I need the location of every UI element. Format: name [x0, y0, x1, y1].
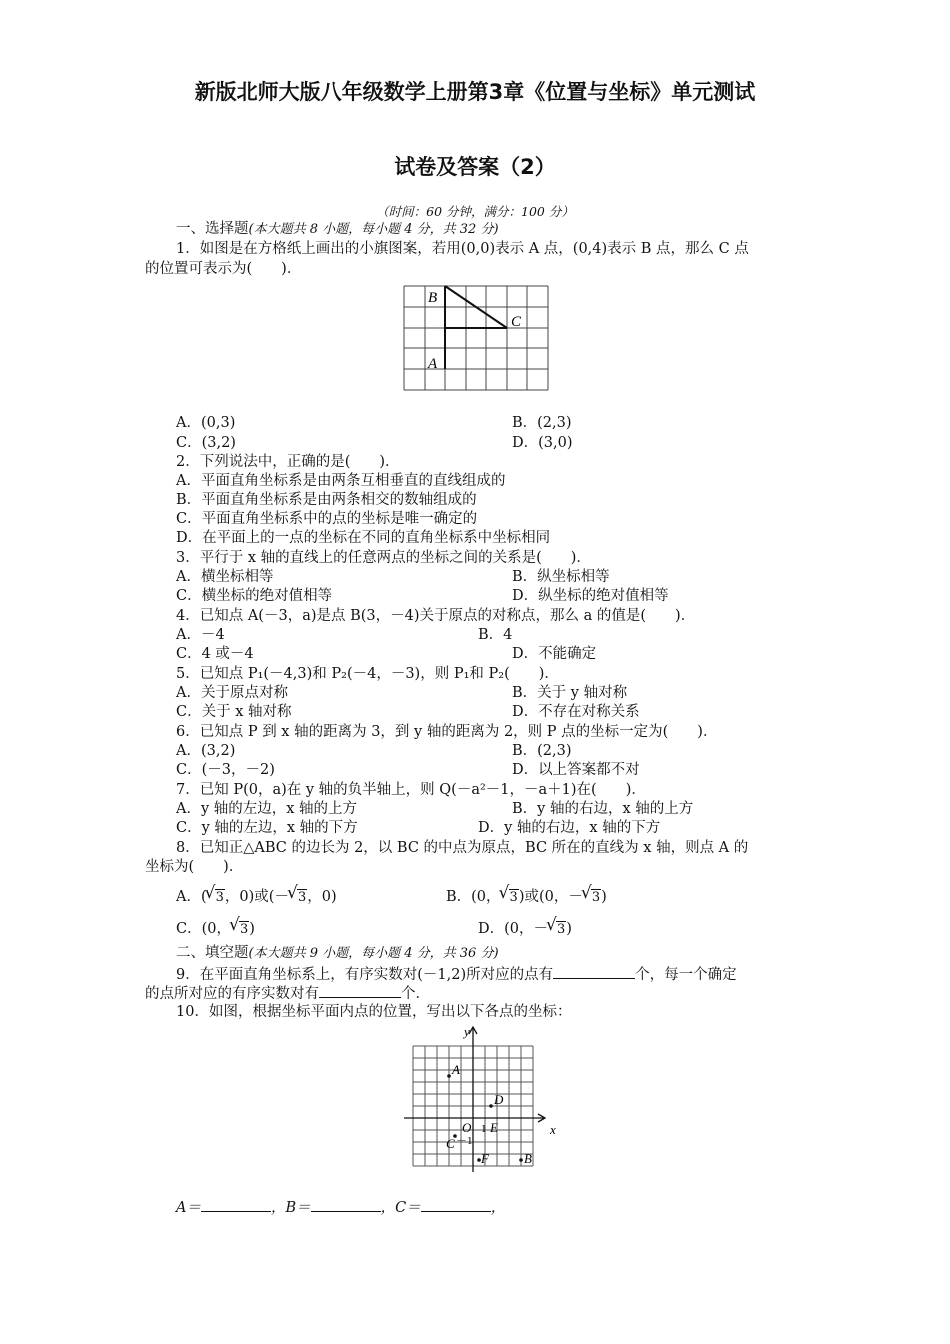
q1-option-c: C．(3,2) — [176, 435, 236, 451]
x-axis-label: x — [550, 1122, 556, 1137]
section2-title: 二、填空题 — [176, 945, 249, 961]
q1-stem-line2: 的位置可表示为( )． — [145, 261, 302, 277]
page-subtitle: 试卷及答案（2） — [394, 155, 556, 179]
q10-answer-c-label: ，C＝ — [380, 1200, 421, 1216]
q10-stem: 10．如图，根据坐标平面内点的位置，写出以下各点的坐标： — [176, 1004, 572, 1020]
tick-label-neg-one: －1 — [456, 1135, 473, 1147]
point-d — [489, 1104, 493, 1108]
q1-option-d: D．(3,0) — [512, 435, 573, 451]
sqrt-3: √ 3 — [289, 888, 307, 907]
q3-option-d: D．纵坐标的绝对值相等 — [512, 588, 669, 604]
q8-b-suffix: ) — [601, 889, 607, 905]
q1-stem-line1: 1．如图是在方格纸上画出的小旗图案，若用(0,0)表示 A 点，(0,4)表示 B 点，那么 C 点 — [176, 241, 749, 257]
q9-line1-text: 9．在平面直角坐标系上，有序实数对(－1,2)所对应的点有 — [176, 967, 554, 983]
q2-option-b: B．平面直角坐标系是由两条相交的数轴组成的 — [176, 492, 477, 508]
q9-line2 — [145, 983, 430, 1003]
q9-blank-1[interactable] — [553, 964, 635, 979]
q7-option-b: B．y 轴的右边，x 轴的上方 — [512, 801, 694, 817]
q7-stem: 7．已知 P(0，a)在 y 轴的负半轴上，则 Q(－a²－1，－a＋1)在( )． — [176, 782, 646, 798]
q8-b-middle: )或(0，－ — [518, 889, 583, 905]
q4-option-d: D．不能确定 — [512, 646, 597, 662]
q2-option-d: D．在平面上的一点的坐标在不同的直角坐标系中坐标相同 — [176, 530, 551, 546]
q3-option-a: A．横坐标相等 — [176, 569, 274, 585]
flag-label-c: C — [511, 314, 522, 330]
label-e: E — [490, 1120, 498, 1135]
q1-flag-figure — [398, 282, 563, 397]
section1-note: (本大题共 8 小题，每小题 4 分，共 32 分) — [248, 222, 499, 237]
sqrt-3: √ 3 — [231, 920, 249, 939]
q10-blank-a[interactable] — [201, 1197, 271, 1212]
label-d: D — [494, 1092, 504, 1107]
sqrt-3: √ 3 — [501, 888, 519, 907]
section2-note: (本大题共 9 小题，每小题 4 分，共 36 分) — [248, 946, 499, 961]
page-title: 新版北师大版八年级数学上册第3章《位置与坐标》单元测试 — [194, 80, 756, 104]
q5-option-b: B．关于 y 轴对称 — [512, 685, 628, 701]
q4-stem: 4．已知点 A(－3，a)是点 B(3，－4)关于原点的对称点，那么 a 的值是( )． — [176, 608, 696, 624]
q6-option-a: A．(3,2) — [176, 743, 236, 759]
q8-c-prefix: C．(0， — [176, 921, 231, 937]
label-f: F — [481, 1151, 489, 1166]
q9-line1 — [176, 964, 737, 984]
q10-answer-a-label: A＝ — [176, 1200, 201, 1216]
q10-coordinate-figure — [400, 1022, 560, 1174]
q8-a-suffix: ，0) — [307, 889, 337, 905]
q6-stem: 6．已知点 P 到 x 轴的距离为 3，到 y 轴的距离为 2，则 P 点的坐标一定为( )． — [176, 724, 718, 740]
q7-option-a: A．y 轴的左边，x 轴的上方 — [176, 801, 358, 817]
q3-option-b: B．纵坐标相等 — [512, 569, 610, 585]
tick-label-one: 1 — [481, 1123, 487, 1135]
q4-option-b: B．4 — [478, 627, 513, 643]
point-a — [447, 1074, 451, 1078]
label-b: B — [524, 1151, 532, 1166]
q10-answer-b-label: ，B＝ — [270, 1200, 311, 1216]
sqrt-3: √ 3 — [548, 920, 566, 939]
q2-option-a: A．平面直角坐标系是由两条互相垂直的直线组成的 — [176, 473, 506, 489]
exam-meta: （时间：60 分钟，满分：100 分） — [376, 204, 574, 219]
q10-blank-c[interactable] — [421, 1197, 491, 1212]
q5-option-d: D．不存在对称关系 — [512, 704, 640, 720]
q8-option-b — [446, 888, 607, 907]
q10-answers — [176, 1197, 505, 1217]
q7-option-d: D．y 轴的右边，x 轴的下方 — [478, 820, 661, 836]
q9-line2-text: 的点所对应的有序实数对有 — [145, 986, 319, 1002]
q6-option-d: D．以上答案都不对 — [512, 762, 640, 778]
q8-option-c — [176, 920, 255, 939]
q4-option-a: A．－4 — [176, 627, 225, 643]
y-axis-label: y — [464, 1024, 470, 1039]
q2-stem: 2．下列说法中，正确的是( )． — [176, 454, 400, 470]
q6-option-c: C．(－3，－2) — [176, 762, 275, 778]
q8-b-prefix: B．(0， — [446, 889, 501, 905]
section1-heading — [176, 220, 499, 239]
q10-blank-b[interactable] — [311, 1197, 381, 1212]
flag-shape — [445, 286, 507, 369]
q8-a-middle: ，0)或(－ — [224, 889, 289, 905]
q7-option-c: C．y 轴的左边，x 轴的下方 — [176, 820, 358, 836]
q1-option-b: B．(2,3) — [512, 415, 572, 431]
q2-option-c: C．平面直角坐标系中的点的坐标是唯一确定的 — [176, 511, 478, 527]
point-b — [519, 1158, 523, 1162]
q6-option-b: B．(2,3) — [512, 743, 572, 759]
q8-option-d — [478, 920, 572, 939]
q8-d-suffix: ) — [566, 921, 572, 937]
label-o: O — [462, 1120, 472, 1135]
q8-stem-line1: 8．已知正△ABC 的边长为 2，以 BC 的中点为原点，BC 所在的直线为 x 轴，则点 A 的 — [176, 840, 749, 856]
q8-c-suffix: ) — [249, 921, 255, 937]
q8-stem-line2: 坐标为( )． — [145, 859, 244, 875]
q8-a-prefix: A．( — [176, 889, 207, 905]
label-c: C — [446, 1136, 455, 1151]
q9-line2-tail: 个． — [401, 986, 430, 1002]
q1-option-a: A．(0,3) — [176, 415, 236, 431]
q3-stem: 3．平行于 x 轴的直线上的任意两点的坐标之间的关系是( )． — [176, 550, 591, 566]
q8-d-prefix: D．(0，－ — [478, 921, 549, 937]
q5-option-a: A．关于原点对称 — [176, 685, 288, 701]
section1-title: 一、选择题 — [176, 221, 249, 237]
flag-label-b: B — [428, 290, 438, 306]
q5-stem: 5．已知点 P₁(－4,3)和 P₂(－4，－3)，则 P₁和 P₂( )． — [176, 666, 559, 682]
q9-line1-tail: 个，每一个确定 — [635, 967, 737, 983]
sqrt-3: √ 3 — [583, 888, 601, 907]
label-a: A — [452, 1062, 460, 1077]
sqrt-3: √ 3 — [207, 888, 225, 907]
section2-heading — [176, 944, 499, 963]
q9-blank-2[interactable] — [319, 983, 401, 998]
q4-option-c: C．4 或－4 — [176, 646, 254, 662]
flag-label-a: A — [428, 356, 438, 372]
q10-answer-end: ， — [490, 1200, 506, 1216]
q8-option-a — [176, 888, 337, 907]
q3-option-c: C．横坐标的绝对值相等 — [176, 588, 333, 604]
q5-option-c: C．关于 x 轴对称 — [176, 704, 292, 720]
